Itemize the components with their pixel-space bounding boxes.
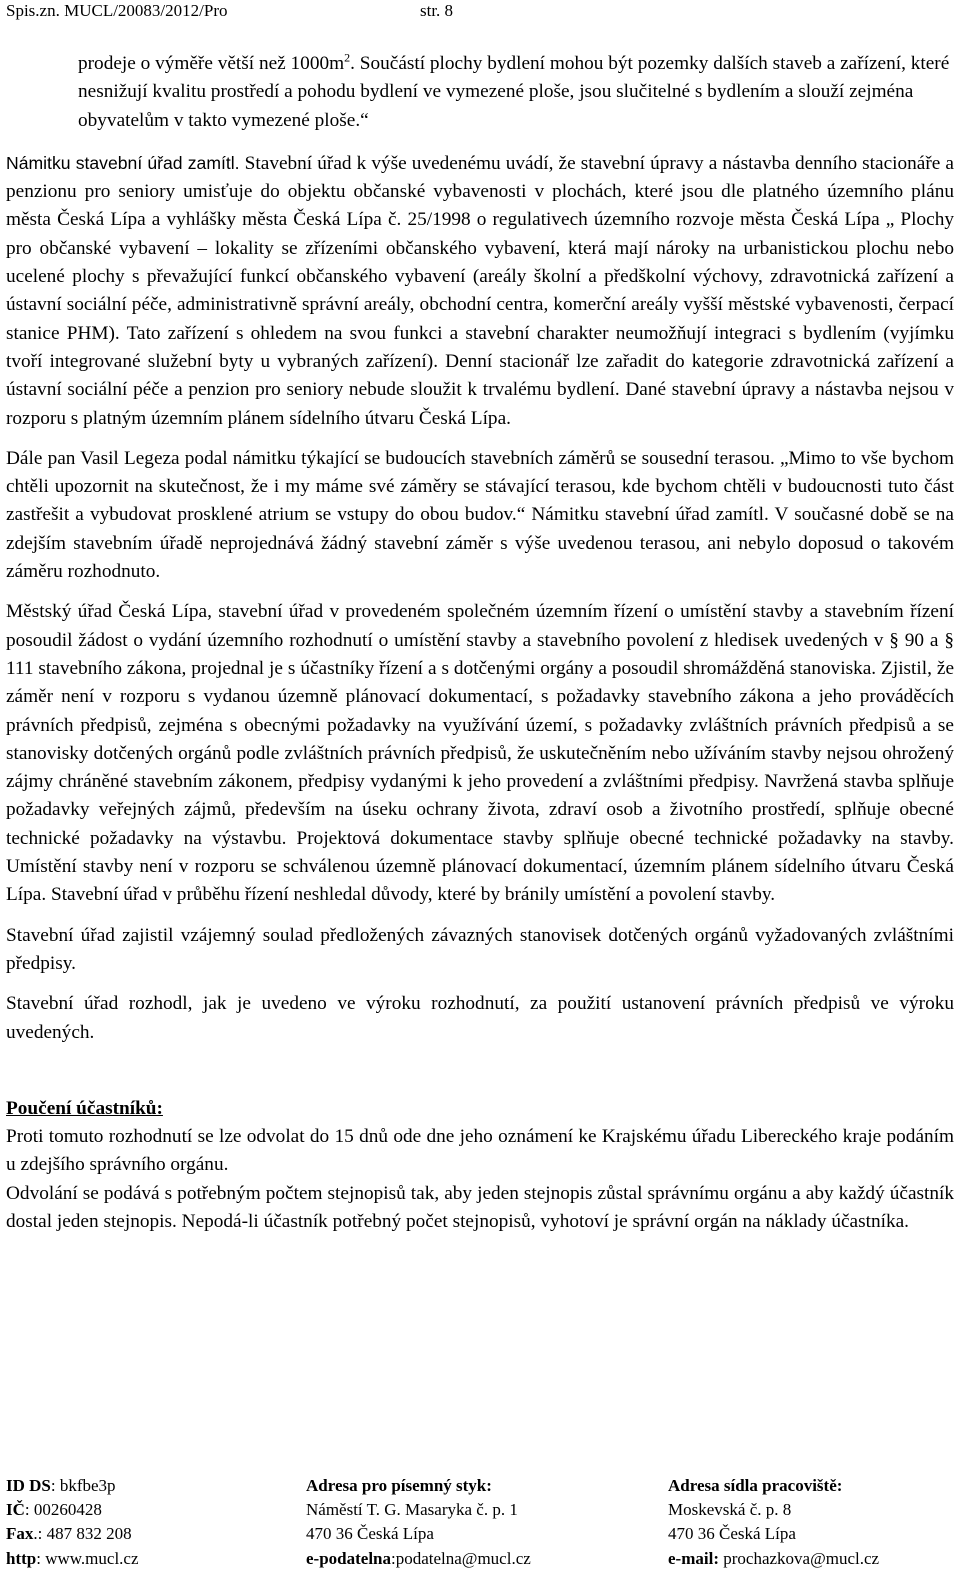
website-link[interactable]: : www.mucl.cz — [36, 1548, 139, 1568]
footer-office-address: Adresa sídla pracoviště: Moskevská č. p. 8 470 36 Česká Lípa e-mail: prochazkova@mucl.cz — [668, 1476, 880, 1568]
paragraph-assessment: Městský úřad Česká Lípa, stavební úřad v provedeném společném územním řízení o umístění stavby a stavebním řízení posoudil žádost o vydání územního rozhodnutí o umístění stavby a stavebního povolení z hledisek uvedených v § 90 a § 111 stavebního zákona, projednal je s účastníky řízení a s dotčenými orgány a posoudil shromážděná stanoviska. Zjistil, že záměr není v rozporu s vydanou územně plánovací dokumentací, s požadavky stavebního zákona a jeho prováděcích právních předpisů, zejména s obecnými požadavky na využívání území, s požadavky zvláštních právních předpisů a se stanovisky dotčených orgánů podle zvláštních právních předpisů, že uskutečněním nebo užíváním stavby nejsou ohrožený zájmy chráněné stavebním zákonem, předpisy vydanými k jeho provedení a zvláštními předpisy. Navržená stavba splňuje požadavky veřejných zájmů, především na úseku ochrany života, zdraví osob a životního prostředí, splňuje obecné technické požadavky na výstavbu. Projektová dokumentace stavby splňuje obecné technické požadavky na stavby. Umístění stavby není v rozporu se schválenou územně plánovací dokumentací, územním plánem sídelního útvaru Česká Lípa. Stavební úřad v průběhu řízení neshledal důvody, které by bránily umístění a povolení stavby. — [6, 601, 954, 906]
footer-postal-address: Adresa pro písemný styk: Náměstí T. G. Masaryka č. p. 1 470 36 Česká Lípa e-podatelna:podatelna@mucl.cz — [306, 1476, 531, 1568]
appeal-instructions-title: Poučení účastníků: — [6, 1097, 163, 1119]
page-header — [6, 0, 960, 24]
paragraph-objection-rejected: Námitku stavební úřad zamítl. Stavební úřad k výše uvedenému uvádí, že stavební úpravy a nástavba denního stacionáře a penzionu pro seniory umisťuje do objektu občanské vybavenosti v plochách, které jsou dle platného územního plánu města Česká Lípa a vyhlášky města Česká Lípa č. 25/1998 o regulativech územního rozvoje města Česká Lípa „ Plochy pro občanské vybavení – lokality se zřízeními občanského vybavení, která mají nároky na urbanistickou plochu nebo ucelené plochy s převažující funkcí občanského vybavení (areály školní a předškolní výchovy, zdravotnická zařízení a ústavní sociální péče, administrativně správní areály, obchodní centra, komerční areály vyšší městské vybavenosti, čerpací stanice PHM). Tato zařízení s ohledem na svou funkci a stavební charakter neumožňují integraci s bydlením (vyjímku tvoří integrované služební byty u vybraných zařízení). Denní stacionář lze zařadit do kategorie zdravotnická zařízení a ústavní sociální péče a penzion pro seniory nebude sloužit k trvalému bydlení. Dané stavební úpravy a nástavba nejsou v rozporu s platným územním plánem sídelního útvaru Česká Lípa. — [6, 152, 954, 429]
paragraph-binding-opinions: Stavební úřad zajistil vzájemný soulad předložených závazných stanovisek dotčených orgánů vyžadovaných zvláštními předpisy. — [6, 924, 954, 974]
paragraph-terrace-objection: Dále pan Vasil Legeza podal námitku týkající se budoucích stavebních záměrů se sousední terasou. „Mimo to vše bychom chtěli upozornit na skutečnost, že i my máme své záměry se stávající terasou, kde bychom chtěli v budoucnosti tuto část zastřešit a vybudovat prosklené atrium se vstupy do obou budov.“ Námitku stavební úřad zamítl. V současné době se na zdejším stavebním úřadě neprojednává žádný stavební záměr s výše uvedenou terasou, ani nebylo doposud o takovém záměru rozhodnuto. — [6, 447, 954, 583]
superscript-2: 2 — [344, 50, 351, 65]
footer-contact-ids: ID DS: bkfbe3p IČ: 00260428 Fax.: 487 832 208 http: www.mucl.cz — [6, 1476, 139, 1568]
paragraph-residential-area: prodeje o výměře větší než $1000m^2$. Součástí plochy bydlení mohou být pozemky dalších staveb a zařízení, které nesnižují kvalitu prostředí a pohodu bydlení ve vymezené ploše, jsou slučitelné s bydlením a slouží zejména obyvatelům v takto vymezené ploše.“ — [78, 50, 950, 131]
paragraph-decision: Stavební úřad rozhodl, jak je uvedeno ve výroku rozhodnutí, za použití ustanovení právních předpisů ve výroku uvedených. — [6, 993, 954, 1043]
document-body — [6, 50, 954, 1236]
file-reference: Spis.zn. MUCL/20083/2012/Pro — [6, 1, 228, 20]
appeal-instructions-text-1: Proti tomuto rozhodnutí se lze odvolat do 15 dnů ode dne jeho oznámení ke Krajskému úřadu Libereckého kraje podáním u zdejšího správního orgánu. — [6, 1126, 954, 1176]
epodatelna-email-link[interactable]: :podatelna@mucl.cz — [391, 1548, 531, 1568]
page-number: str. 8 — [420, 1, 454, 20]
office-email-link[interactable]: prochazkova@mucl.cz — [718, 1548, 880, 1568]
objection-rejected-label: Námitku stavební úřad zamítl. — [6, 152, 240, 173]
appeal-instructions-text-2: Odvolání se podává s potřebným počtem stejnopisů tak, aby jeden stejnopis zůstal správnímu orgánu a aby každý účastník dostal jeden stejnopis. Nepodá-li účastník potřebný počet stejnopisů, vyhotoví je správní orgán na náklady účastníka. — [6, 1182, 954, 1232]
